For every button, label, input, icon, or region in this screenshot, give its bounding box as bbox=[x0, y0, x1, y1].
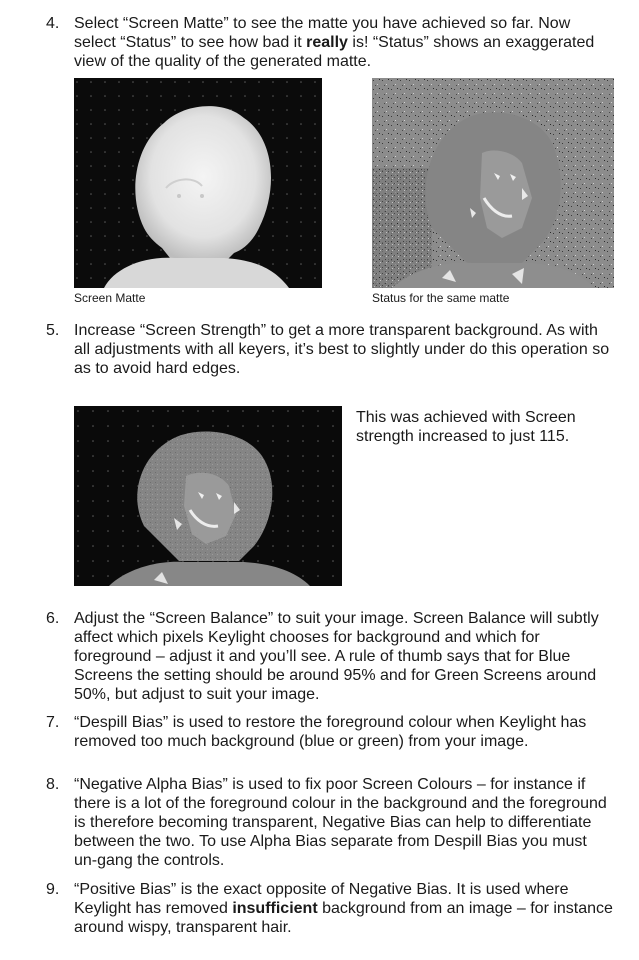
step-9-text bbox=[74, 880, 614, 937]
step-4-number: 4. bbox=[46, 15, 60, 32]
step-5-number: 5. bbox=[46, 322, 60, 339]
step-9-bold: insufficient bbox=[232, 900, 318, 917]
step-8-number: 8. bbox=[46, 776, 60, 793]
step-7-number: 7. bbox=[46, 714, 60, 731]
step-4-bold: really bbox=[306, 34, 348, 51]
screen-matte-caption: Screen Matte bbox=[74, 291, 146, 305]
step-8-text: “Negative Alpha Bias” is used to fix poor Screen Colours – for instance if there is a lot of the foreground colour in the background and the foreground is therefore becoming transparent, Negative Bias can help to differentiate between the two. To use Alpha Bias separate from Despill Bias you must un-gang the controls. bbox=[74, 776, 607, 869]
screen-strength-note: This was achieved with Screen strength increased to just 115. bbox=[356, 409, 576, 445]
step-6-text: Adjust the “Screen Balance” to suit your image. Screen Balance will subtly affect which pixels Keylight chooses for background and which for foreground – adjust it and you’ll see. A rule of thumb says that for Blue Screens the setting should be around 95% and for Green Screens around 50%, but adjust to suit your image. bbox=[74, 610, 599, 703]
step-4-text-b: is! “Status” shows an exaggerated view of the quality of the generated matte. bbox=[74, 34, 595, 70]
step-9-number: 9. bbox=[46, 881, 60, 898]
status-caption: Status for the same matte bbox=[372, 291, 510, 305]
step-4-text bbox=[74, 14, 614, 71]
screen-matte-image bbox=[74, 78, 322, 288]
status-image bbox=[372, 78, 614, 288]
step-7-text: “Despill Bias” is used to restore the foreground colour when Keylight has removed too much background (blue or green) from your image. bbox=[74, 714, 587, 750]
screen-strength-image bbox=[74, 406, 342, 586]
step-6-number: 6. bbox=[46, 610, 60, 627]
step-9-text-b: background from an image – for instance around wispy, transparent hair. bbox=[74, 900, 613, 936]
step-5-text: Increase “Screen Strength” to get a more transparent background. As with all adjustments with all keyers, it’s best to slightly under do this operation so as to avoid hard edges. bbox=[74, 322, 610, 377]
step-4-text-a: Select “Screen Matte” to see the matte you have achieved so far. Now select “Status” to see how bad it bbox=[74, 15, 571, 51]
step-9-text-a: “Positive Bias” is the exact opposite of Negative Bias. It is used where Keylight has removed bbox=[74, 881, 569, 917]
